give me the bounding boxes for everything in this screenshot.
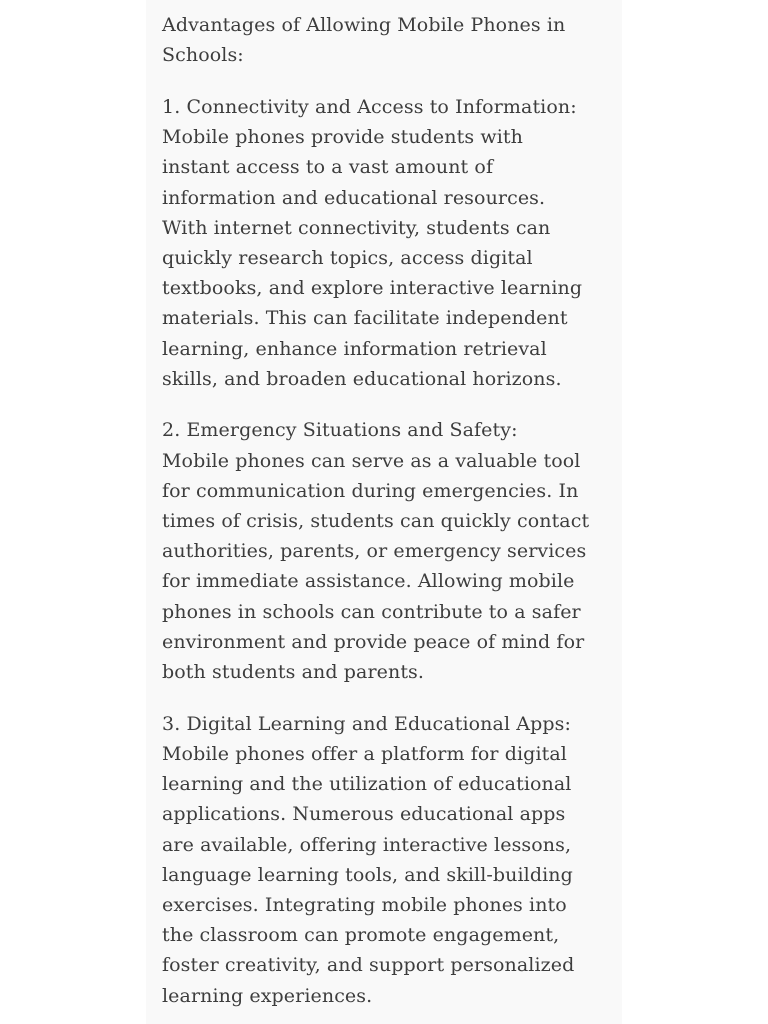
article-title: Advantages of Allowing Mobile Phones in Schools: [162,14,566,67]
article [162,10,612,1024]
section-body: Mobile phones offer a platform for digital learning and the utilization of educational applications. Numerous educational apps are available, offering interactive lessons, language learning tools, and skill-building exercises. Integrating mobile phones into the classroom can promote engagement, foster creativity, and support personalized learning experiences. [162,742,575,1007]
section-heading: 1. Connectivity and Access to Information: [162,95,577,118]
section-digital-learning [162,709,612,1011]
section-heading: 3. Digital Learning and Educational Apps: [162,712,571,735]
section-connectivity [162,92,612,394]
section-body: Mobile phones can serve as a valuable tool for communication during emergencies. In times of crisis, students can quickly contact authorities, parents, or emergency services for immediate assistance. Allowing mobile phones in schools can contribute to a safer environment and provide peace of mind for both students and parents. [162,449,590,684]
section-heading: 2. Emergency Situations and Safety: [162,419,518,442]
section-emergency [162,415,612,687]
section-body: Mobile phones provide students with instant access to a vast amount of information and educational resources. With internet connectivity, students can quickly research topics, access digital textbooks, and explore interactive learning materials. This can facilitate independent learning, enhance information retrieval skills, and broaden educational horizons. [162,126,583,390]
